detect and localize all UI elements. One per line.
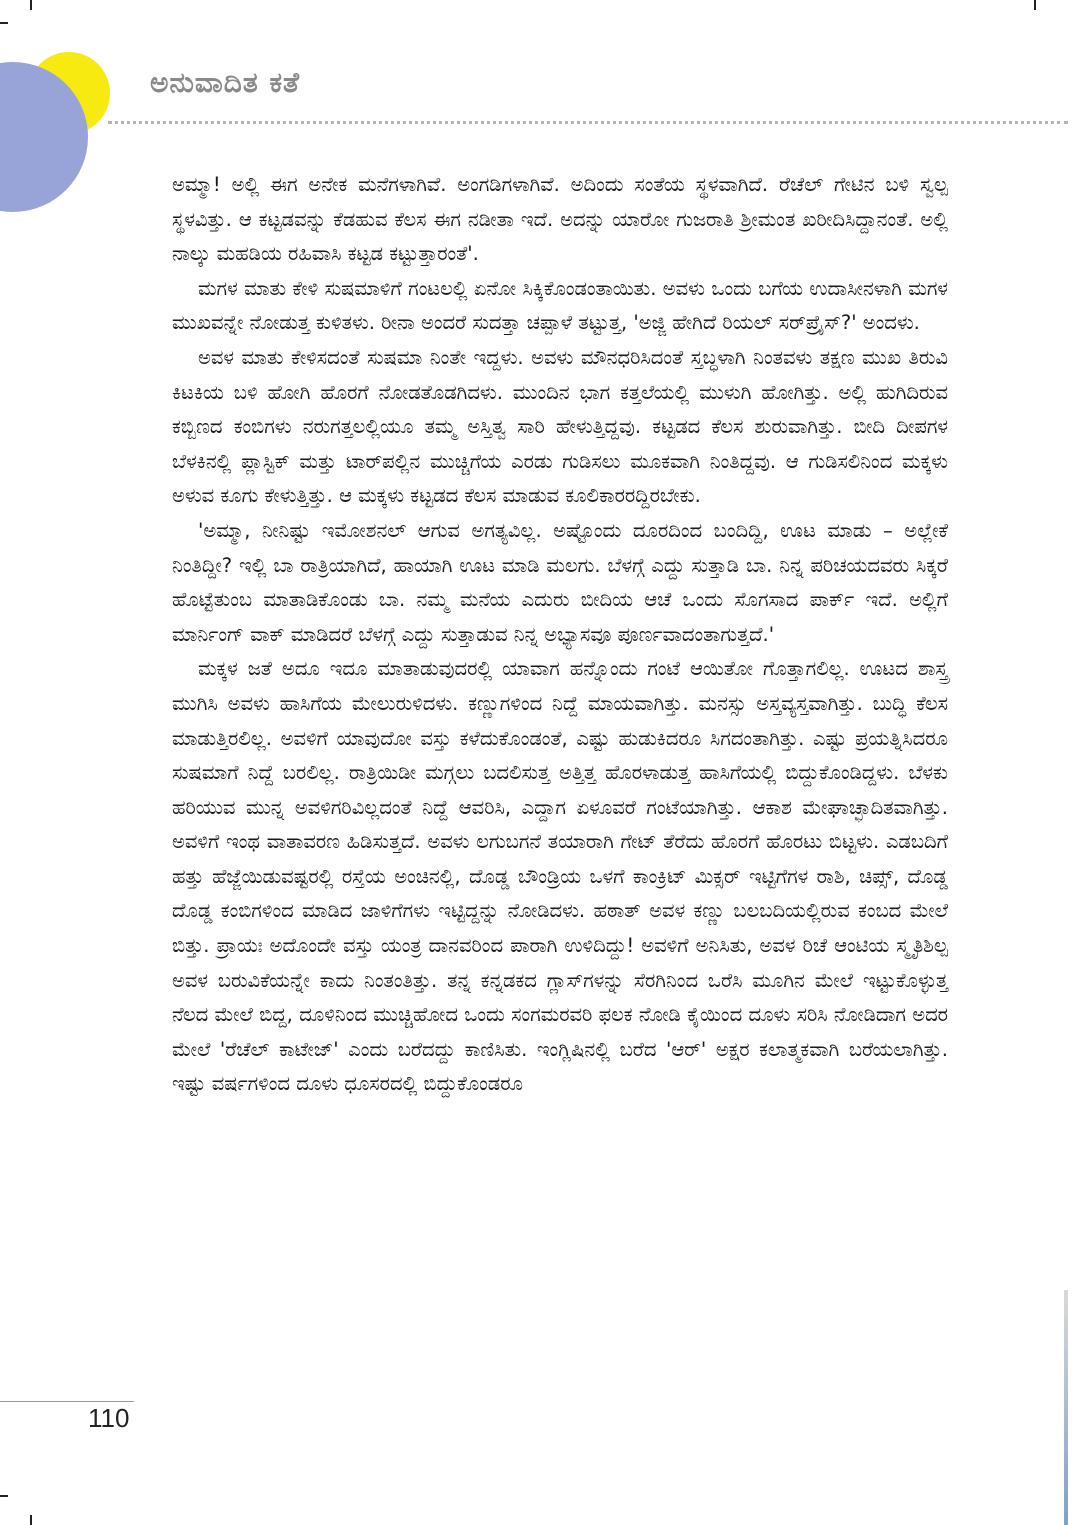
paragraph: ಮಕ್ಕಳ ಜತೆ ಅದೂ ಇದೂ ಮಾತಾಡುವುದರಲ್ಲಿ ಯಾವಾಗ ಹನ್ನೊಂದು ಗಂಟೆ ಆಯಿತೋ ಗೊತ್ತಾಗಲಿಲ್ಲ. ಊಟದ ಶಾಸ್ತ್ರ ಮುಗಿಸಿ ಅವಳು ಹಾಸಿಗೆಯ ಮೇಲುರುಳಿದಳು. ಕಣ್ಣುಗಳಿಂದ ನಿದ್ದೆ ಮಾಯವಾಗಿತ್ತು. ಮನಸ್ಸು ಅಸ್ತವ್ಯಸ್ತವಾಗಿತ್ತು. ಬುದ್ಧಿ ಕೆಲಸ ಮಾಡುತ್ತಿರಲಿಲ್ಲ. ಅವಳಿಗೆ ಯಾವುದೋ ವಸ್ತು ಕಳೆದುಕೊಂಡಂತೆ, ಎಷ್ಟು ಹುಡುಕಿದರೂ ಸಿಗದಂತಾಗಿತ್ತು. ಎಷ್ಟು ಪ್ರಯತ್ನಿಸಿದರೂ ಸುಷಮಾಗೆ ನಿದ್ದೆ ಬರಲಿಲ್ಲ. ರಾತ್ರಿಯಿಡೀ ಮಗ್ಗಲು ಬದಲಿಸುತ್ತ ಅತ್ತಿತ್ತ ಹೊರಳಾಡುತ್ತ ಹಾಸಿಗೆಯಲ್ಲಿ ಬಿದ್ದುಕೊಂಡಿದ್ದಳು. ಬೆಳಕು ಹರಿಯುವ ಮುನ್ನ ಅವಳಿಗರಿವಿಲ್ಲದಂತೆ ನಿದ್ದೆ ಆವರಿಸಿ, ಎದ್ದಾಗ ಏಳೂವರೆ ಗಂಟೆಯಾಗಿತ್ತು. ಆಕಾಶ ಮೇಘಾಚ್ಛಾದಿತವಾಗಿತ್ತು. ಅವಳಿಗೆ ಇಂಥ ವಾತಾವರಣ ಹಿಡಿಸುತ್ತದೆ. ಅವಳು ಲಗುಬಗನೆ ತಯಾರಾಗಿ ಗೇಟ್ ತೆರೆದು ಹೊರಗೆ ಹೊರಟು ಬಿಟ್ಟಳು. ಎಡಬದಿಗೆ ಹತ್ತು ಹೆಜ್ಜೆಯಿಡುವಷ್ಟರಲ್ಲಿ ರಸ್ತೆಯ ಅಂಚಿನಲ್ಲಿ, ದೊಡ್ಡ ಬೌಂಡ್ರಿಯ ಒಳಗೆ ಕಾಂಕ್ರಿಟ್ ಮಿಕ್ಸರ್ ಇಟ್ಟಿಗೆಗಳ ರಾಶಿ, ಚಿಪ್ಸ್, ದೊಡ್ಡ ದೊಡ್ಡ ಕಂಬಿಗಳಿಂದ ಮಾಡಿದ ಜಾಳಿಗೆಗಳು ಇಟ್ಟಿದ್ದನ್ನು ನೋಡಿದಳು. ಹಠಾತ್ ಅವಳ ಕಣ್ಣು ಬಲಬದಿಯಲ್ಲಿರುವ ಕಂಬದ ಮೇಲೆ ಬಿತ್ತು. ಪ್ರಾಯಃ ಅದೊಂದೇ ವಸ್ತು ಯಂತ್ರ ದಾನವರಿಂದ ಪಾರಾಗಿ ಉಳಿದಿದ್ದು! ಅವಳಿಗೆ ಅನಿಸಿತು, ಅವಳ ರಿಚೆ ಆಂಟಿಯ ಸ್ಮೃತಿಶಿಲ್ಪ ಅವಳ ಬರುವಿಕೆಯನ್ನೇ ಕಾದು ನಿಂತಂತಿತ್ತು. ತನ್ನ ಕನ್ನಡಕದ ಗ್ಲಾಸ್‌ಗಳನ್ನು ಸೆರಗಿನಿಂದ ಒರೆಸಿ ಮೂಗಿನ ಮೇಲೆ ಇಟ್ಟುಕೊಳ್ಳುತ್ತ ನೆಲದ ಮೇಲೆ ಬಿದ್ದ, ದೂಳಿನಿಂದ ಮುಚ್ಚಿಹೋದ ಒಂದು ಸಂಗಮರವರಿ ಫಲಕ ನೋಡಿ ಕೈಯಿಂದ ದೂಳು ಸರಿಸಿ ನೋಡಿದಾಗ ಅದರ ಮೇಲೆ 'ರೆಚೆಲ್ ಕಾಟೇಜ್' ಎಂದು ಬರೆದದ್ದು ಕಾಣಿಸಿತು. ಇಂಗ್ಲಿಷಿನಲ್ಲಿ ಬರೆದ 'ಆರ್' ಅಕ್ಷರ ಕಲಾತ್ಮಕವಾಗಿ ಬರೆಯಲಾಗಿತ್ತು. ಇಷ್ಟು ವರ್ಷಗಳಿಂದ ದೂಳು ಧೂಸರದಲ್ಲಿ ಬಿದ್ದುಕೊಂಡರೂ	[172, 657, 948, 1096]
crop-mark-top-left	[30, 0, 32, 10]
paragraph: ಅವಳ ಮಾತು ಕೇಳಿಸದಂತೆ ಸುಷಮಾ ನಿಂತೇ ಇದ್ದಳು. ಅವಳು ಮೌನಧರಿಸಿದಂತೆ ಸ್ತಬ್ಧಳಾಗಿ ನಿಂತವಳು ತಕ್ಷಣ ಮುಖ ತಿರುವಿ ಕಿಟಕಿಯ ಬಳಿ ಹೋಗಿ ಹೊರಗೆ ನೋಡತೊಡಗಿದಳು. ಮುಂದಿನ ಭಾಗ ಕತ್ತಲೆಯಲ್ಲಿ ಮುಳುಗಿ ಹೋಗಿತ್ತು. ಅಲ್ಲಿ ಹುಗಿದಿರುವ ಕಬ್ಬಿಣದ ಕಂಬಿಗಳು ನರುಗತ್ತಲಲ್ಲಿಯೂ ತಮ್ಮ ಅಸ್ತಿತ್ವ ಸಾರಿ ಹೇಳುತ್ತಿದ್ದವು. ಕಟ್ಟಡದ ಕೆಲಸ ಶುರುವಾಗಿತ್ತು. ಬೀದಿ ದೀಪಗಳ ಬೆಳಕಿನಲ್ಲಿ ಪ್ಲಾಸ್ಟಿಕ್ ಮತ್ತು ಟಾರ್‌ಪಲ್ಲಿನ ಮುಚ್ಚಿಗೆಯ ಎರಡು ಗುಡಿಸಲು ಮೂಕವಾಗಿ ನಿಂತಿದ್ದವು. ಆ ಗುಡಿಸಲಿನಿಂದ ಮಕ್ಕಳು ಅಳುವ ಕೂಗು ಕೇಳುತ್ತಿತ್ತು. ಆ ಮಕ್ಕಳು ಕಟ್ಟಡದ ಕೆಲಸ ಮಾಡುವ ಕೂಲಿಕಾರರದ್ದಿರಬೇಕು.	[172, 345, 948, 508]
header-dotted-rule	[108, 121, 1068, 124]
page-number: 110	[88, 1403, 130, 1433]
page-edge-strip	[1064, 1290, 1068, 1525]
crop-mark-top-right	[1034, 0, 1036, 10]
section-title: ಅನುವಾದಿತ ಕತೆ	[150, 66, 301, 99]
paragraph: ಮಗಳ ಮಾತು ಕೇಳಿ ಸುಷಮಾಳಿಗೆ ಗಂಟಲಲ್ಲಿ ಏನೋ ಸಿಕ್ಕಿಕೊಂಡಂತಾಯಿತು. ಅವಳು ಒಂದು ಬಗೆಯ ಉದಾಸೀನಳಾಗಿ ಮಗಳ ಮುಖವನ್ನೇ ನೋಡುತ್ತ ಕುಳಿತಳು. ರೀನಾ ಅಂದರೆ ಸುದತ್ತಾ ಚಪ್ಪಾಳೆ ತಟ್ಟುತ್ತ, 'ಅಜ್ಜಿ ಹೇಗಿದೆ ರಿಯಲ್ ಸರ್‌ಪ್ರೈಸ್?' ಅಂದಳು.	[172, 276, 948, 335]
folio-rule	[0, 1401, 134, 1402]
crop-mark-left-upper	[0, 22, 8, 24]
paragraph: ಅಮ್ಮಾ! ಅಲ್ಲಿ ಈಗ ಅನೇಕ ಮನೆಗಳಾಗಿವೆ. ಅಂಗಡಿಗಳಾಗಿವೆ. ಅದಿಂದು ಸಂತೆಯ ಸ್ಥಳವಾಗಿದೆ. ರೆಚೆಲ್ ಗೇಟಿನ ಬಳಿ ಸ್ವಲ್ಪ ಸ್ಥಳವಿತ್ತು. ಆ ಕಟ್ಟಡವನ್ನು ಕೆಡಹುವ ಕೆಲಸ ಈಗ ನಡೀತಾ ಇದೆ. ಅದನ್ನು ಯಾರೋ ಗುಜರಾತಿ ಶ್ರೀಮಂತ ಖರೀದಿಸಿದ್ದಾನಂತೆ. ಅಲ್ಲಿ ನಾಲ್ಕು ಮಹಡಿಯ ರಹಿವಾಸಿ ಕಟ್ಟಡ ಕಟ್ಟುತ್ತಾರಂತೆ'.	[172, 173, 948, 266]
paragraph: 'ಅಮ್ಮಾ, ನೀನಿಷ್ಟು ಇಮೋಶನಲ್ ಆಗುವ ಅಗತ್ಯವಿಲ್ಲ. ಅಷ್ಟೊಂದು ದೂರದಿಂದ ಬಂದಿದ್ದಿ, ಊಟ ಮಾಡು – ಅಲ್ಲೇಕೆ ನಿಂತಿದ್ದೀ? ಇಲ್ಲಿ ಬಾ ರಾತ್ರಿಯಾಗಿದೆ, ಹಾಯಾಗಿ ಊಟ ಮಾಡಿ ಮಲಗು. ಬೆಳಗ್ಗೆ ಎದ್ದು ಸುತ್ತಾಡಿ ಬಾ. ನಿನ್ನ ಪರಿಚಯದವರು ಸಿಕ್ಕರೆ ಹೊಟ್ಟೆತುಂಬ ಮಾತಾಡಿಕೊಂಡು ಬಾ. ನಮ್ಮ ಮನೆಯ ಎದುರು ಬೀದಿಯ ಆಚೆ ಒಂದು ಸೊಗಸಾದ ಪಾರ್ಕ್ ಇದೆ. ಅಲ್ಲಿಗೆ ಮಾರ್ನಿಂಗ್ ವಾಕ್ ಮಾಡಿದರೆ ಬೆಳಗ್ಗೆ ಎದ್ದು ಸುತ್ತಾಡುವ ನಿನ್ನ ಅಭ್ಯಾಸವೂ ಪೂರ್ಣವಾದಂತಾಗುತ್ತದೆ.'	[172, 518, 948, 646]
crop-mark-left-lower	[0, 1495, 8, 1497]
story-body	[172, 168, 948, 1102]
crop-mark-bottom-left	[30, 1515, 32, 1525]
